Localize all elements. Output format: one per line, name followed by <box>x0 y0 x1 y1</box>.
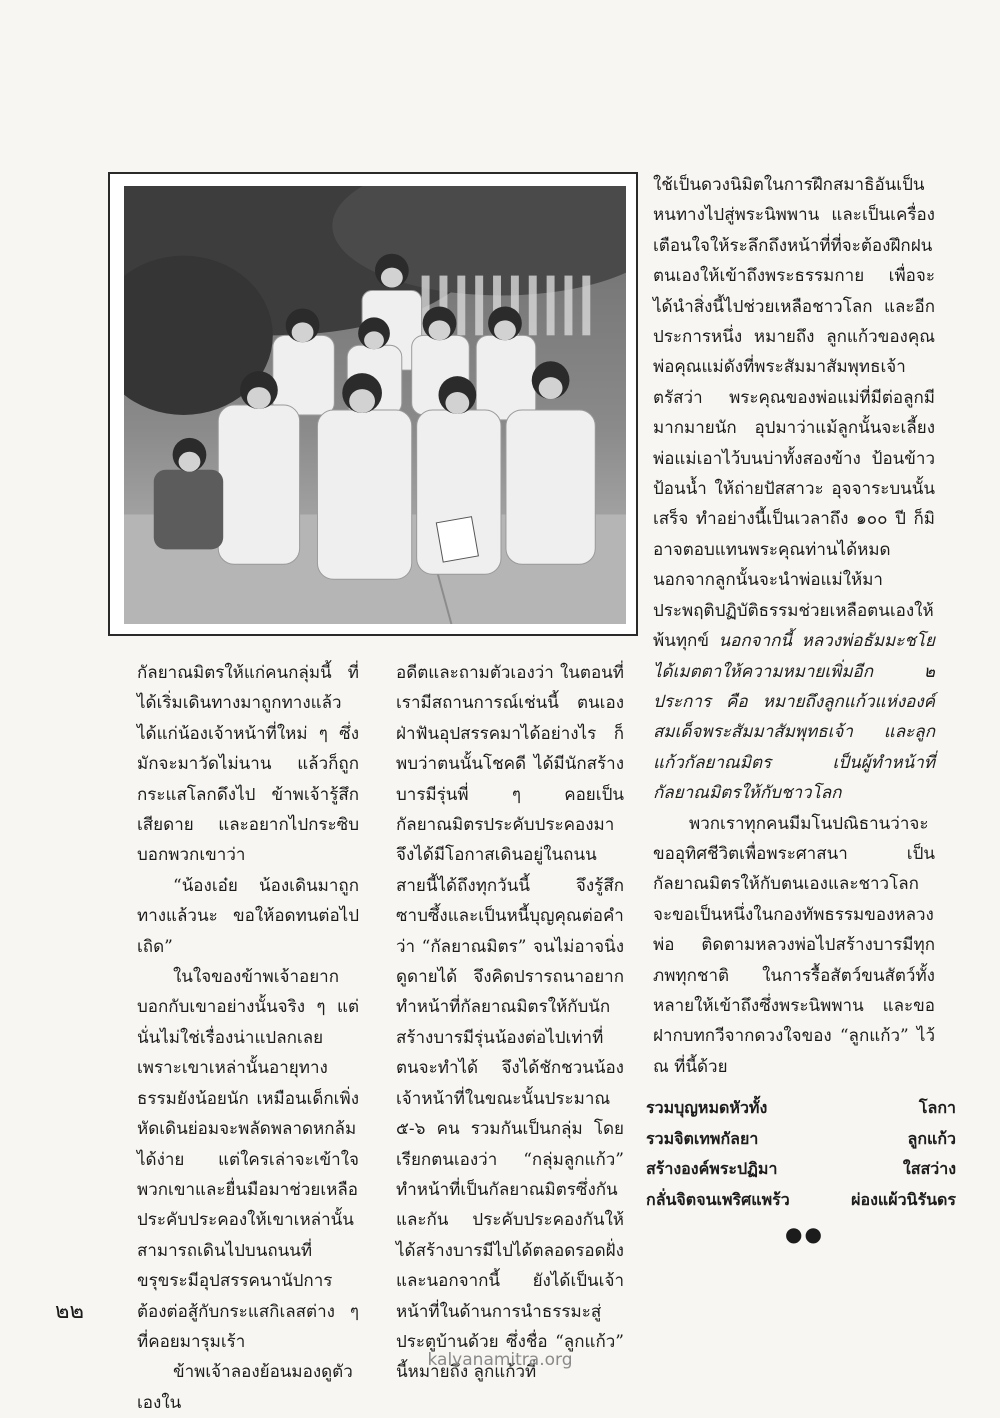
right-paragraph-1-italic: นอกจากนี้ หลวงพ่อธัมมะชโยได้เมตตาให้ความหมายเพิ่มอีก ๒ ประการ คือ หมายถึงลูกแก้วแห่งองค์สมเด็จพระสัมมาสัมพุทธเจ้า และลูกแก้วกัลยาณมิตร เป็นผู้ทำหน้าที่กัลยาณมิตรให้กับชาวโลก <box>653 631 935 804</box>
poem <box>646 1093 956 1215</box>
left-paragraph-2: ในใจของข้าพเจ้าอยากบอกกับเขาอย่างนั้นจริง ๆ แต่นั่นไม่ใช่เรื่องน่าแปลกเลย เพราะเขาเหล่านั้นอายุทางธรรมยังน้อยนัก เหมือนเด็กเพิ่งหัดเดินย่อมจะพลัดพลาดหกล้มได้ง่าย แต่ใครเล่าจะเข้าใจพวกเขาและยื่นมือมาช่วยเหลือ ประคับประคองให้เขาเหล่านั้นสามารถเดินไปบนถนนที่ขรุขระมีอุปสรรคนานัปการ ต้องต่อสู้กับกระแสกิเลสต่าง ๆ ที่คอยมารุมเร้า <box>137 967 359 1352</box>
poem-line <box>646 1124 956 1155</box>
left-column <box>137 658 359 1418</box>
end-mark: ●● <box>785 1222 824 1246</box>
footer-source: kalyanamitra.org <box>427 1350 573 1370</box>
left-paragraph-1: กัลยาณมิตรให้แก่คนกลุ่มนี้ ที่ได้เริ่มเดินทางมาถูกทางแล้ว ได้แก่น้องเจ้าหน้าที่ใหม่ ๆ ซึ่งมักจะมาวัดไม่นาน แล้วก็ถูกกระแสโลกดึงไป ข้าพเจ้ารู้สึกเสียดาย และอยากไปกระซิบบอกพวกเขาว่า <box>137 663 359 866</box>
right-paragraph-1 <box>653 170 935 809</box>
poem-line-left: สร้างองค์พระปฏิมา <box>646 1159 778 1178</box>
poem-line-left: รวมบุญหมดหัวทั้ง <box>646 1098 768 1117</box>
poem-line <box>646 1154 956 1185</box>
poem-line-left: กลั่นจิตจนเพริศแพร้ว <box>646 1189 790 1209</box>
group-photo <box>108 172 638 636</box>
left-paragraph-3: ข้าพเจ้าลองย้อนมองดูตัวเองใน <box>137 1362 353 1413</box>
right-paragraph-1-text: ใช้เป็นดวงนิมิตในการฝึกสมาธิอันเป็นหนทางไปสู่พระนิพพาน และเป็นเครื่องเตือนใจให้ระลึกถึงหน้าที่ที่จะต้องฝึกฝนตนเองให้เข้าถึงพระธรรมกาย เพื่อจะได้นำสิ่งนี้ไปช่วยเหลือชาวโลก และอีกประการหนึ่ง หมายถึง ลูกแก้วของคุณพ่อคุณแม่ดังที่พระสัมมาสัมพุทธเจ้าตรัสว่า พระคุณของพ่อแม่ที่มีต่อลูกมีมากมายนัก อุปมาว่าแม้ลูกนั้นจะเลี้ยงพ่อแม่เอาไว้บนบ่าทั้งสองข้าง ป้อนข้าวป้อนน้ำ ให้ถ่ายปัสสาวะ อุจจาระบนนั้นเสร็จ ทำอย่างนี้เป็นเวลาถึง ๑๐๐ ปี ก็มิอาจตอบแทนพระคุณท่านได้หมด นอกจากลูกนั้นจะนำพ่อแม่ให้มาประพฤติปฏิบัติธรรมช่วยเหลือตนเองให้พ้นทุกข์ <box>653 175 935 652</box>
left-quote: “น้องเอ๋ย น้องเดินมาถูกทางแล้วนะ ขอให้อดทนต่อไปเถิด” <box>137 875 359 957</box>
right-paragraph-2: พวกเราทุกคนมีมโนปณิธานว่าจะขออุทิศชีวิตเพื่อพระศาสนา เป็นกัลยาณมิตรให้กับตนเองและชาวโลก จะขอเป็นหนึ่งในกองทัพธรรมของหลวงพ่อ ติดตามหลวงพ่อไปสร้างบารมีทุกภพทุกชาติ ในการรื้อสัตว์ขนสัตว์ทั้งหลายให้เข้าถึงซึ่งพระนิพพาน และขอฝากบทกวีจากดวงใจของ “ลูกแก้ว” ไว้ ณ ที่นี้ด้วย <box>653 813 935 1077</box>
poem-line <box>646 1093 956 1124</box>
poem-line-left: รวมจิตเทพกัลยา <box>646 1128 759 1148</box>
page-number: ๒๒ <box>55 1299 85 1324</box>
right-column <box>653 170 935 1082</box>
poem-line-right: ลูกแก้ว <box>907 1128 956 1148</box>
middle-paragraph-1: อดีตและถามตัวเองว่า ในตอนที่เรามีสถานการณ์เช่นนี้ ตนเองฝ่าฟันอุปสรรคมาได้อย่างไร ก็พบว่าตนนั้นโชคดี ได้มีนักสร้างบารมีรุ่นพี่ ๆ คอยเป็นกัลยาณมิตรประคับประคองมา จึงได้มีโอกาสเดินอยู่ในถนนสายนี้ได้ถึงทุกวันนี้ จึงรู้สึกซาบซึ้งและเป็นหนี้บุญคุณต่อคำว่า “กัลยาณมิตร” จนไม่อาจนิ่งดูดายได้ จึงคิดปรารถนาอยากทำหน้าที่กัลยาณมิตรให้กับนักสร้างบารมีรุ่นน้องต่อไปเท่าที่ตนจะทำได้ จึงได้ชักชวนน้องเจ้าหน้าที่ในขณะนั้นประมาณ ๕-๖ คน รวมกันเป็นกลุ่ม โดยเรียกตนเองว่า “กลุ่มลูกแก้ว” ทำหน้าที่เป็นกัลยาณมิตรซึ่งกันและกัน ประคับประคองกันให้ได้สร้างบารมีไปได้ตลอดรอดฝั่ง และนอกจากนี้ ยังได้เป็นเจ้าหน้าที่ในด้านการนำธรรมะสู่ประตูบ้านด้วย ซึ่งชื่อ “ลูกแก้ว” นี้หมายถึง ลูกแก้วที่ <box>396 663 624 1383</box>
poem-line <box>646 1185 956 1216</box>
poem-line-right: ใสสว่าง <box>902 1159 956 1178</box>
group-photo-image <box>124 186 626 624</box>
poem-line-right: ผ่องแผ้วนิรันดร <box>851 1189 956 1209</box>
poem-line-right: โลกา <box>918 1098 956 1117</box>
middle-column <box>396 658 624 1388</box>
